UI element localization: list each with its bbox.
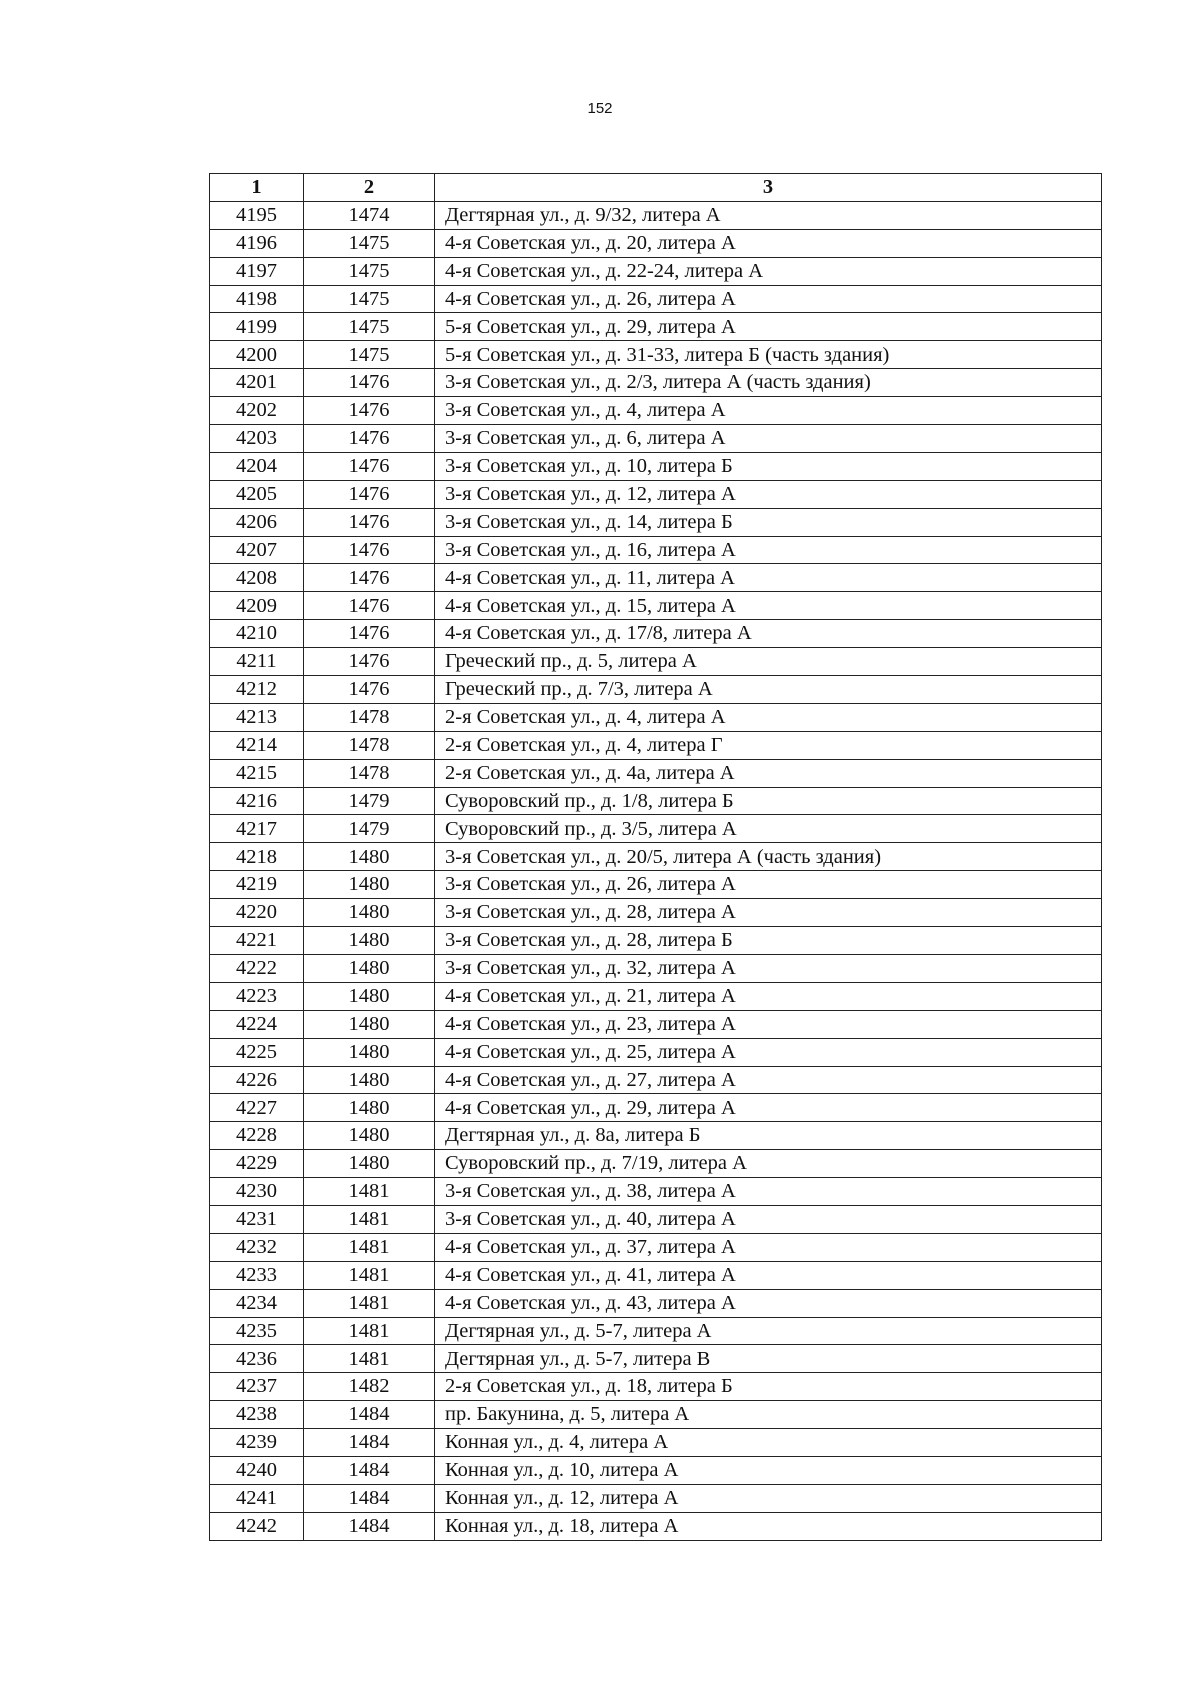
address-cell: 4-я Советская ул., д. 26, литера А [435, 285, 1102, 313]
table-row [210, 759, 1102, 787]
group-number-cell: 1475 [304, 341, 435, 369]
group-number-cell: 1484 [304, 1401, 435, 1429]
row-number-cell: 4218 [210, 843, 304, 871]
table-row [210, 285, 1102, 313]
address-cell: Греческий пр., д. 5, литера А [435, 648, 1102, 676]
table-row [210, 452, 1102, 480]
row-number-cell: 4206 [210, 508, 304, 536]
row-number-cell: 4199 [210, 313, 304, 341]
row-number-cell: 4239 [210, 1429, 304, 1457]
group-number-cell: 1480 [304, 1094, 435, 1122]
address-table [209, 173, 1102, 1541]
address-cell: 3-я Советская ул., д. 10, литера Б [435, 452, 1102, 480]
row-number-cell: 4202 [210, 397, 304, 425]
table-row [210, 1094, 1102, 1122]
address-cell: 4-я Советская ул., д. 27, литера А [435, 1066, 1102, 1094]
row-number-cell: 4235 [210, 1317, 304, 1345]
row-number-cell: 4219 [210, 871, 304, 899]
table-row [210, 982, 1102, 1010]
row-number-cell: 4236 [210, 1345, 304, 1373]
address-cell: Дегтярная ул., д. 9/32, литера А [435, 201, 1102, 229]
table-row [210, 1456, 1102, 1484]
row-number-cell: 4228 [210, 1122, 304, 1150]
row-number-cell: 4214 [210, 731, 304, 759]
group-number-cell: 1476 [304, 508, 435, 536]
table-row [210, 313, 1102, 341]
address-cell: 3-я Советская ул., д. 28, литера А [435, 899, 1102, 927]
table-row [210, 480, 1102, 508]
row-number-cell: 4217 [210, 815, 304, 843]
row-number-cell: 4221 [210, 927, 304, 955]
table-row [210, 369, 1102, 397]
address-cell: 3-я Советская ул., д. 4, литера А [435, 397, 1102, 425]
group-number-cell: 1479 [304, 815, 435, 843]
group-number-cell: 1481 [304, 1178, 435, 1206]
group-number-cell: 1480 [304, 843, 435, 871]
table-row [210, 1512, 1102, 1540]
row-number-cell: 4227 [210, 1094, 304, 1122]
row-number-cell: 4211 [210, 648, 304, 676]
address-cell: 3-я Советская ул., д. 14, литера Б [435, 508, 1102, 536]
column-header-3: 3 [435, 174, 1102, 202]
table-row [210, 871, 1102, 899]
address-cell: Конная ул., д. 10, литера А [435, 1456, 1102, 1484]
group-number-cell: 1484 [304, 1512, 435, 1540]
table-row [210, 1205, 1102, 1233]
group-number-cell: 1476 [304, 592, 435, 620]
group-number-cell: 1480 [304, 1066, 435, 1094]
table-row [210, 341, 1102, 369]
table-row [210, 1317, 1102, 1345]
table-row [210, 536, 1102, 564]
table-row [210, 899, 1102, 927]
table-row [210, 229, 1102, 257]
row-number-cell: 4226 [210, 1066, 304, 1094]
table-row [210, 1150, 1102, 1178]
table-row [210, 508, 1102, 536]
address-cell: 4-я Советская ул., д. 25, литера А [435, 1038, 1102, 1066]
group-number-cell: 1478 [304, 703, 435, 731]
row-number-cell: 4210 [210, 620, 304, 648]
group-number-cell: 1480 [304, 871, 435, 899]
row-number-cell: 4225 [210, 1038, 304, 1066]
group-number-cell: 1480 [304, 1010, 435, 1038]
row-number-cell: 4200 [210, 341, 304, 369]
table-row [210, 257, 1102, 285]
group-number-cell: 1480 [304, 954, 435, 982]
address-cell: 4-я Советская ул., д. 22-24, литера А [435, 257, 1102, 285]
row-number-cell: 4242 [210, 1512, 304, 1540]
group-number-cell: 1480 [304, 899, 435, 927]
address-cell: Суворовский пр., д. 3/5, литера А [435, 815, 1102, 843]
table-row [210, 731, 1102, 759]
table-row [210, 564, 1102, 592]
table-row [210, 1484, 1102, 1512]
address-cell: 3-я Советская ул., д. 16, литера А [435, 536, 1102, 564]
address-cell: 3-я Советская ул., д. 26, литера А [435, 871, 1102, 899]
address-cell: 2-я Советская ул., д. 4, литера А [435, 703, 1102, 731]
address-cell: 4-я Советская ул., д. 43, литера А [435, 1289, 1102, 1317]
address-cell: Конная ул., д. 4, литера А [435, 1429, 1102, 1457]
address-cell: 3-я Советская ул., д. 32, литера А [435, 954, 1102, 982]
group-number-cell: 1476 [304, 536, 435, 564]
group-number-cell: 1475 [304, 313, 435, 341]
row-number-cell: 4204 [210, 452, 304, 480]
row-number-cell: 4198 [210, 285, 304, 313]
table-row [210, 1373, 1102, 1401]
table-row [210, 1233, 1102, 1261]
row-number-cell: 4201 [210, 369, 304, 397]
table-row [210, 1261, 1102, 1289]
table-row [210, 1066, 1102, 1094]
address-cell: Конная ул., д. 18, литера А [435, 1512, 1102, 1540]
table-row [210, 787, 1102, 815]
group-number-cell: 1478 [304, 759, 435, 787]
row-number-cell: 4237 [210, 1373, 304, 1401]
group-number-cell: 1480 [304, 927, 435, 955]
row-number-cell: 4215 [210, 759, 304, 787]
group-number-cell: 1476 [304, 648, 435, 676]
header-row [210, 174, 1102, 202]
row-number-cell: 4229 [210, 1150, 304, 1178]
column-header-2: 2 [304, 174, 435, 202]
group-number-cell: 1476 [304, 676, 435, 704]
address-cell: 3-я Советская ул., д. 38, литера А [435, 1178, 1102, 1206]
row-number-cell: 4241 [210, 1484, 304, 1512]
table-row [210, 1122, 1102, 1150]
address-cell: 4-я Советская ул., д. 15, литера А [435, 592, 1102, 620]
address-cell: 4-я Советская ул., д. 11, литера А [435, 564, 1102, 592]
group-number-cell: 1481 [304, 1317, 435, 1345]
table-row [210, 1038, 1102, 1066]
address-cell: Конная ул., д. 12, литера А [435, 1484, 1102, 1512]
address-cell: 2-я Советская ул., д. 4, литера Г [435, 731, 1102, 759]
address-cell: Суворовский пр., д. 1/8, литера Б [435, 787, 1102, 815]
table-row [210, 703, 1102, 731]
address-cell: 4-я Советская ул., д. 20, литера А [435, 229, 1102, 257]
table-row [210, 592, 1102, 620]
address-cell: Дегтярная ул., д. 5-7, литера А [435, 1317, 1102, 1345]
group-number-cell: 1481 [304, 1205, 435, 1233]
group-number-cell: 1476 [304, 425, 435, 453]
group-number-cell: 1480 [304, 1038, 435, 1066]
table-row [210, 620, 1102, 648]
row-number-cell: 4224 [210, 1010, 304, 1038]
table-row [210, 954, 1102, 982]
address-cell: 3-я Советская ул., д. 28, литера Б [435, 927, 1102, 955]
address-cell: 3-я Советская ул., д. 20/5, литера А (часть здания) [435, 843, 1102, 871]
row-number-cell: 4220 [210, 899, 304, 927]
table-row [210, 648, 1102, 676]
row-number-cell: 4238 [210, 1401, 304, 1429]
group-number-cell: 1476 [304, 452, 435, 480]
group-number-cell: 1481 [304, 1261, 435, 1289]
row-number-cell: 4232 [210, 1233, 304, 1261]
row-number-cell: 4234 [210, 1289, 304, 1317]
group-number-cell: 1481 [304, 1289, 435, 1317]
row-number-cell: 4230 [210, 1178, 304, 1206]
address-cell: 3-я Советская ул., д. 6, литера А [435, 425, 1102, 453]
address-cell: 4-я Советская ул., д. 41, литера А [435, 1261, 1102, 1289]
row-number-cell: 4209 [210, 592, 304, 620]
column-header-1: 1 [210, 174, 304, 202]
table-row [210, 843, 1102, 871]
address-cell: 5-я Советская ул., д. 31-33, литера Б (часть здания) [435, 341, 1102, 369]
group-number-cell: 1478 [304, 731, 435, 759]
address-cell: 2-я Советская ул., д. 18, литера Б [435, 1373, 1102, 1401]
group-number-cell: 1475 [304, 229, 435, 257]
table-row [210, 1289, 1102, 1317]
group-number-cell: 1484 [304, 1429, 435, 1457]
address-cell: Суворовский пр., д. 7/19, литера А [435, 1150, 1102, 1178]
address-cell: 3-я Советская ул., д. 2/3, литера А (часть здания) [435, 369, 1102, 397]
table-body [210, 201, 1102, 1540]
row-number-cell: 4207 [210, 536, 304, 564]
address-cell: 4-я Советская ул., д. 37, литера А [435, 1233, 1102, 1261]
table-header [210, 174, 1102, 202]
group-number-cell: 1484 [304, 1456, 435, 1484]
row-number-cell: 4213 [210, 703, 304, 731]
group-number-cell: 1476 [304, 369, 435, 397]
address-cell: пр. Бакунина, д. 5, литера А [435, 1401, 1102, 1429]
row-number-cell: 4212 [210, 676, 304, 704]
row-number-cell: 4195 [210, 201, 304, 229]
address-cell: Греческий пр., д. 7/3, литера А [435, 676, 1102, 704]
address-cell: 2-я Советская ул., д. 4а, литера А [435, 759, 1102, 787]
group-number-cell: 1480 [304, 982, 435, 1010]
address-cell: 4-я Советская ул., д. 17/8, литера А [435, 620, 1102, 648]
row-number-cell: 4216 [210, 787, 304, 815]
group-number-cell: 1479 [304, 787, 435, 815]
group-number-cell: 1476 [304, 564, 435, 592]
group-number-cell: 1475 [304, 285, 435, 313]
group-number-cell: 1481 [304, 1233, 435, 1261]
row-number-cell: 4222 [210, 954, 304, 982]
address-cell: Дегтярная ул., д. 5-7, литера В [435, 1345, 1102, 1373]
row-number-cell: 4197 [210, 257, 304, 285]
group-number-cell: 1476 [304, 620, 435, 648]
table-row [210, 201, 1102, 229]
row-number-cell: 4196 [210, 229, 304, 257]
page-number: 152 [587, 100, 613, 117]
group-number-cell: 1476 [304, 480, 435, 508]
address-cell: 3-я Советская ул., д. 12, литера А [435, 480, 1102, 508]
group-number-cell: 1484 [304, 1484, 435, 1512]
row-number-cell: 4240 [210, 1456, 304, 1484]
group-number-cell: 1476 [304, 397, 435, 425]
table-row [210, 815, 1102, 843]
table-row [210, 1178, 1102, 1206]
table-row [210, 1401, 1102, 1429]
table-row [210, 1345, 1102, 1373]
row-number-cell: 4203 [210, 425, 304, 453]
group-number-cell: 1482 [304, 1373, 435, 1401]
table-row [210, 676, 1102, 704]
address-cell: Дегтярная ул., д. 8а, литера Б [435, 1122, 1102, 1150]
row-number-cell: 4223 [210, 982, 304, 1010]
table-row [210, 927, 1102, 955]
group-number-cell: 1480 [304, 1150, 435, 1178]
table-row [210, 1010, 1102, 1038]
table-row [210, 397, 1102, 425]
row-number-cell: 4231 [210, 1205, 304, 1233]
group-number-cell: 1474 [304, 201, 435, 229]
address-cell: 4-я Советская ул., д. 21, литера А [435, 982, 1102, 1010]
row-number-cell: 4205 [210, 480, 304, 508]
group-number-cell: 1481 [304, 1345, 435, 1373]
row-number-cell: 4208 [210, 564, 304, 592]
address-cell: 4-я Советская ул., д. 23, литера А [435, 1010, 1102, 1038]
table-row [210, 425, 1102, 453]
address-cell: 3-я Советская ул., д. 40, литера А [435, 1205, 1102, 1233]
address-cell: 5-я Советская ул., д. 29, литера А [435, 313, 1102, 341]
address-cell: 4-я Советская ул., д. 29, литера А [435, 1094, 1102, 1122]
group-number-cell: 1480 [304, 1122, 435, 1150]
group-number-cell: 1475 [304, 257, 435, 285]
row-number-cell: 4233 [210, 1261, 304, 1289]
table-row [210, 1429, 1102, 1457]
